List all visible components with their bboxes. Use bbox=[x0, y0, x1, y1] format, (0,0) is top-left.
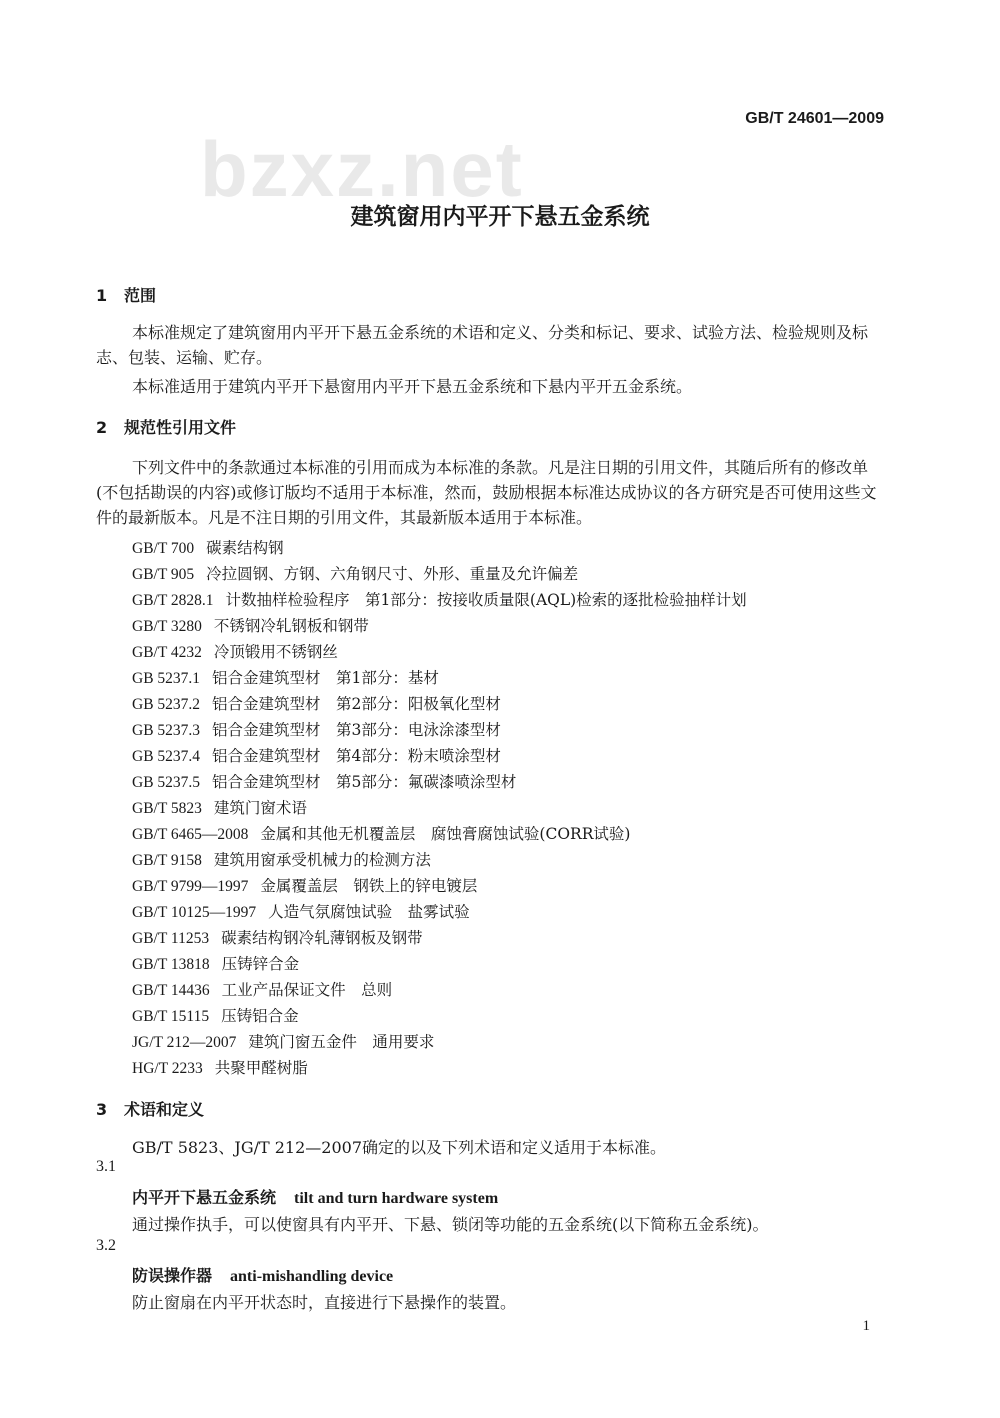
section-number: 3 bbox=[96, 1100, 108, 1119]
reference-title: 压铸铝合金 bbox=[221, 1007, 299, 1025]
section-1-heading bbox=[96, 283, 156, 306]
reference-title: 人造气氛腐蚀试验 盐雾试验 bbox=[268, 903, 470, 921]
reference-code: GB/T 14436 bbox=[132, 982, 210, 999]
reference-code: GB/T 6465—2008 bbox=[132, 826, 249, 843]
term-number: 3.2 bbox=[96, 1237, 116, 1254]
reference-item bbox=[132, 977, 747, 1003]
term-heading bbox=[132, 1185, 498, 1208]
reference-title: 铝合金建筑型材 第1部分：基材 bbox=[212, 669, 439, 687]
term-definition: 防止窗扇在内平开状态时，直接进行下悬操作的装置。 bbox=[132, 1293, 517, 1312]
reference-title: 建筑门窗术语 bbox=[213, 799, 307, 817]
page-number: 1 bbox=[862, 1318, 870, 1334]
reference-title: 建筑门窗五金件 通用要求 bbox=[248, 1033, 435, 1051]
section-title: 范围 bbox=[124, 286, 157, 305]
reference-code: GB/T 5823 bbox=[132, 800, 202, 817]
reference-item bbox=[132, 613, 747, 639]
term-definition: 通过操作执手，可以使窗具有内平开、下悬、锁闭等功能的五金系统(以下简称五金系统)。 bbox=[132, 1215, 769, 1234]
reference-title: 碳素结构钢冷轧薄钢板及钢带 bbox=[221, 929, 423, 947]
reference-item bbox=[132, 769, 747, 795]
reference-title: 建筑用窗承受机械力的检测方法 bbox=[213, 851, 431, 869]
reference-title: 金属和其他无机覆盖层 腐蚀膏腐蚀试验(CORR试验) bbox=[260, 825, 631, 843]
reference-item bbox=[132, 1029, 747, 1055]
section-number: 2 bbox=[96, 418, 108, 437]
section-1-paragraph-1: 本标准规定了建筑窗用内平开下悬五金系统的术语和定义、分类和标记、要求、试验方法、检验规则及标志、包装、运输、贮存。 bbox=[96, 323, 869, 367]
section-title: 术语和定义 bbox=[124, 1100, 205, 1119]
reference-title: 铝合金建筑型材 第5部分：氟碳漆喷涂型材 bbox=[212, 773, 517, 791]
reference-title: 铝合金建筑型材 第3部分：电泳涂漆型材 bbox=[212, 721, 501, 739]
reference-code: GB 5237.3 bbox=[132, 722, 201, 739]
reference-title: 计数抽样检验程序 第1部分：按接收质量限(AQL)检索的逐批检验抽样计划 bbox=[225, 591, 747, 609]
reference-item bbox=[132, 1055, 747, 1081]
section-1-paragraph-2: 本标准适用于建筑内平开下悬窗用内平开下悬五金系统和下悬内平开五金系统。 bbox=[132, 377, 693, 396]
section-3-intro: GB/T 5823、JG/T 212—2007确定的以及下列术语和定义适用于本标准。 bbox=[132, 1138, 667, 1157]
section-3-heading bbox=[96, 1097, 204, 1120]
reference-code: GB/T 905 bbox=[132, 566, 195, 583]
term-number: 3.1 bbox=[96, 1158, 116, 1175]
reference-title: 碳素结构钢 bbox=[206, 539, 284, 557]
reference-item bbox=[132, 587, 747, 613]
reference-title: 共聚甲醛树脂 bbox=[214, 1059, 308, 1077]
reference-code: GB/T 3280 bbox=[132, 618, 202, 635]
reference-item bbox=[132, 691, 747, 717]
reference-code: GB 5237.1 bbox=[132, 670, 201, 687]
reference-title: 金属覆盖层 钢铁上的锌电镀层 bbox=[260, 877, 478, 895]
reference-code: GB 5237.5 bbox=[132, 774, 201, 791]
reference-code: GB/T 9158 bbox=[132, 852, 202, 869]
reference-code: GB/T 13818 bbox=[132, 956, 210, 973]
reference-code: JG/T 212—2007 bbox=[132, 1034, 237, 1051]
reference-title: 不锈钢冷轧钢板和钢带 bbox=[213, 617, 369, 635]
term-en: tilt and turn hardware system bbox=[294, 1190, 499, 1207]
reference-item bbox=[132, 1003, 747, 1029]
reference-item bbox=[132, 717, 747, 743]
reference-code: HG/T 2233 bbox=[132, 1060, 203, 1077]
reference-item bbox=[132, 743, 747, 769]
reference-title: 冷顶锻用不锈钢丝 bbox=[213, 643, 338, 661]
reference-code: GB/T 2828.1 bbox=[132, 592, 214, 609]
term-zh: 内平开下悬五金系统 bbox=[132, 1188, 277, 1207]
reference-code: GB/T 10125—1997 bbox=[132, 904, 257, 921]
document-title: 建筑窗用内平开下悬五金系统 bbox=[350, 204, 650, 230]
section-2-intro: 下列文件中的条款通过本标准的引用而成为本标准的条款。凡是注日期的引用文件，其随后所有的修改单(不包括勘误的内容)或修订版均不适用于本标准，然而，鼓励根据本标准达成协议的各方研究是否可使用这些文件的最新版本。凡是不注日期的引用文件，其最新版本适用于本标准。 bbox=[96, 458, 877, 527]
reference-item bbox=[132, 639, 747, 665]
section-2-heading bbox=[96, 415, 236, 438]
reference-item bbox=[132, 561, 747, 587]
reference-item bbox=[132, 951, 747, 977]
reference-item bbox=[132, 925, 747, 951]
reference-code: GB 5237.4 bbox=[132, 748, 201, 765]
reference-code: GB/T 15115 bbox=[132, 1008, 210, 1025]
reference-title: 工业产品保证文件 总则 bbox=[221, 981, 393, 999]
watermark: bzxz.net bbox=[200, 125, 524, 213]
reference-list bbox=[132, 535, 747, 1081]
reference-item bbox=[132, 665, 747, 691]
reference-item bbox=[132, 821, 747, 847]
standard-code: GB/T 24601—2009 bbox=[745, 110, 884, 127]
reference-title: 冷拉圆钢、方钢、六角钢尺寸、外形、重量及允许偏差 bbox=[206, 565, 579, 583]
reference-code: GB/T 11253 bbox=[132, 930, 210, 947]
reference-item bbox=[132, 535, 747, 561]
reference-title: 压铸锌合金 bbox=[221, 955, 300, 973]
reference-item bbox=[132, 899, 747, 925]
reference-title: 铝合金建筑型材 第2部分：阳极氧化型材 bbox=[212, 695, 501, 713]
reference-code: GB/T 4232 bbox=[132, 644, 202, 661]
term-heading bbox=[132, 1263, 393, 1286]
reference-code: GB 5237.2 bbox=[132, 696, 201, 713]
reference-title: 铝合金建筑型材 第4部分：粉末喷涂型材 bbox=[212, 747, 501, 765]
reference-item bbox=[132, 873, 747, 899]
section-title: 规范性引用文件 bbox=[124, 418, 237, 437]
term-zh: 防误操作器 bbox=[132, 1266, 213, 1285]
reference-item bbox=[132, 795, 747, 821]
reference-code: GB/T 9799—1997 bbox=[132, 878, 249, 895]
reference-code: GB/T 700 bbox=[132, 540, 195, 557]
reference-item bbox=[132, 847, 747, 873]
term-en: anti-mishandling device bbox=[230, 1268, 394, 1285]
section-number: 1 bbox=[96, 286, 108, 305]
